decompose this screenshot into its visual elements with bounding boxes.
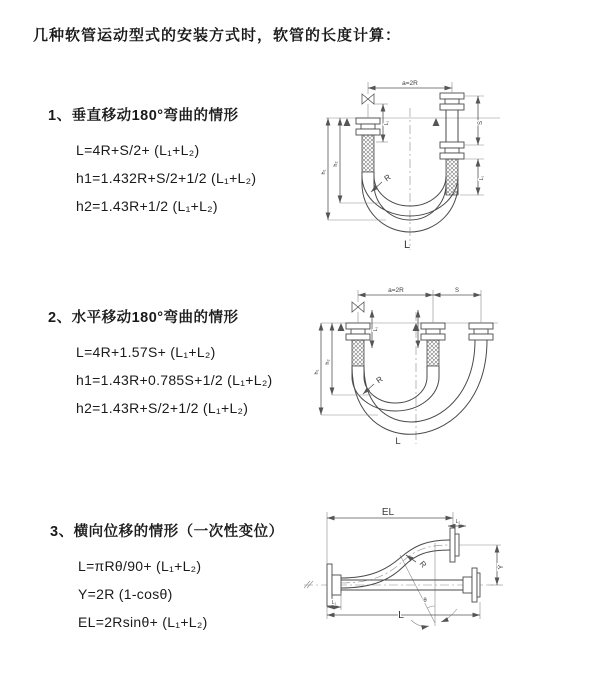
dimension-l2 xyxy=(448,519,466,526)
diagram-horizontal-180-bend xyxy=(308,282,600,467)
section-1-formulas xyxy=(76,136,256,220)
right-flange-moved xyxy=(440,93,464,110)
valve-icon xyxy=(352,302,364,323)
left-flange xyxy=(356,118,380,172)
braided-hose-section xyxy=(352,340,364,366)
right-pipe xyxy=(446,110,458,142)
dim-label-theta: θ xyxy=(423,598,427,604)
formula-line: Y=2R (1-cosθ) xyxy=(78,586,173,602)
formula-line: L=πRθ/90+ (L₁+L₂) xyxy=(78,558,202,574)
formula-line: L=4R+S/2+ (L₁+L₂) xyxy=(76,142,200,158)
radius-leader xyxy=(406,555,428,570)
diagram-lateral-displacement xyxy=(298,498,600,648)
dim-label-s: S xyxy=(478,120,484,126)
curved-hose xyxy=(341,540,450,588)
formula-line: EL=2Rsinθ+ (L₁+L₂) xyxy=(78,614,208,630)
dim-label-h1: h₁ xyxy=(321,169,327,175)
braided-hose-section xyxy=(362,135,374,172)
break-mark xyxy=(304,581,313,588)
up-arrow xyxy=(433,118,440,126)
section-1-heading: 1、垂直移动180°弯曲的情形 xyxy=(48,108,239,124)
right-flange-moved xyxy=(469,323,493,340)
left-flange xyxy=(346,323,370,366)
dimension-l xyxy=(327,602,480,621)
dim-label-el: EL xyxy=(381,507,395,518)
up-arrow xyxy=(338,323,345,331)
dim-label-h2: h₂ xyxy=(333,161,339,167)
dim-label-l1: L₁ xyxy=(384,120,390,126)
dimension-s xyxy=(433,288,481,323)
dim-label-l1: L₁ xyxy=(479,175,485,181)
dim-label-a2r: a=2R xyxy=(388,287,404,294)
dim-label-r: R xyxy=(374,374,385,386)
formula-line: h1=1.43R+0.785S+1/2 (L₁+L₂) xyxy=(76,372,273,388)
dim-label-l2: L₂ xyxy=(455,519,461,525)
section-2-heading: 2、水平移动180°弯曲的情形 xyxy=(48,310,239,326)
dimension-el xyxy=(327,507,453,564)
formula-line: L=4R+1.57S+ (L₁+L₂) xyxy=(76,344,216,360)
dim-label-l: L xyxy=(398,609,404,621)
dim-label-h2: h₂ xyxy=(325,359,331,365)
hose-curves xyxy=(352,340,487,434)
section-lateral-displacement xyxy=(50,520,284,636)
dim-label-l1: L₁ xyxy=(373,326,379,332)
section-3-formulas xyxy=(78,552,284,636)
formula-line: h1=1.432R+S/2+1/2 (L₁+L₂) xyxy=(76,170,257,186)
dim-label-h1: h₁ xyxy=(314,369,320,375)
dim-label-a2r: a=2R xyxy=(402,80,418,87)
dimension-l1-right xyxy=(460,159,485,195)
right-flange xyxy=(472,568,477,602)
dimension-y xyxy=(488,545,505,585)
up-arrow xyxy=(344,118,351,126)
section-2-formulas xyxy=(76,338,273,422)
dim-label-r: R xyxy=(417,559,429,570)
dim-label-l1: L₁ xyxy=(331,600,337,606)
middle-flange xyxy=(421,323,445,366)
dim-label-r: R xyxy=(382,172,393,184)
dim-label-s: S xyxy=(454,288,460,294)
dimension-a2r xyxy=(368,80,452,94)
up-arrow xyxy=(413,323,420,331)
top-right-flange xyxy=(450,528,501,562)
page-title: 几种软管运动型式的安装方式时，软管的长度计算： xyxy=(33,27,402,44)
dimension-l1 xyxy=(372,310,418,348)
diagram-vertical-180-bend xyxy=(308,72,600,262)
section-horizontal-180 xyxy=(48,306,273,422)
dimension-a2r xyxy=(358,287,433,323)
braided-hose-section xyxy=(446,159,458,195)
section-vertical-180 xyxy=(48,104,256,220)
dimension-s xyxy=(464,96,484,145)
dim-label-l: L xyxy=(403,239,411,251)
formula-line: h2=1.43R+S/2+1/2 (L₁+L₂) xyxy=(76,400,249,416)
dim-label-l: L xyxy=(395,436,401,447)
dim-label-y: Y xyxy=(498,564,505,570)
section-3-heading: 3、横向位移的情形（一次性变位） xyxy=(50,524,284,540)
formula-line: h2=1.43R+1/2 (L₁+L₂) xyxy=(76,198,218,214)
angle-theta xyxy=(411,598,457,626)
valve-icon xyxy=(362,94,374,118)
braided-hose-section xyxy=(427,340,439,366)
